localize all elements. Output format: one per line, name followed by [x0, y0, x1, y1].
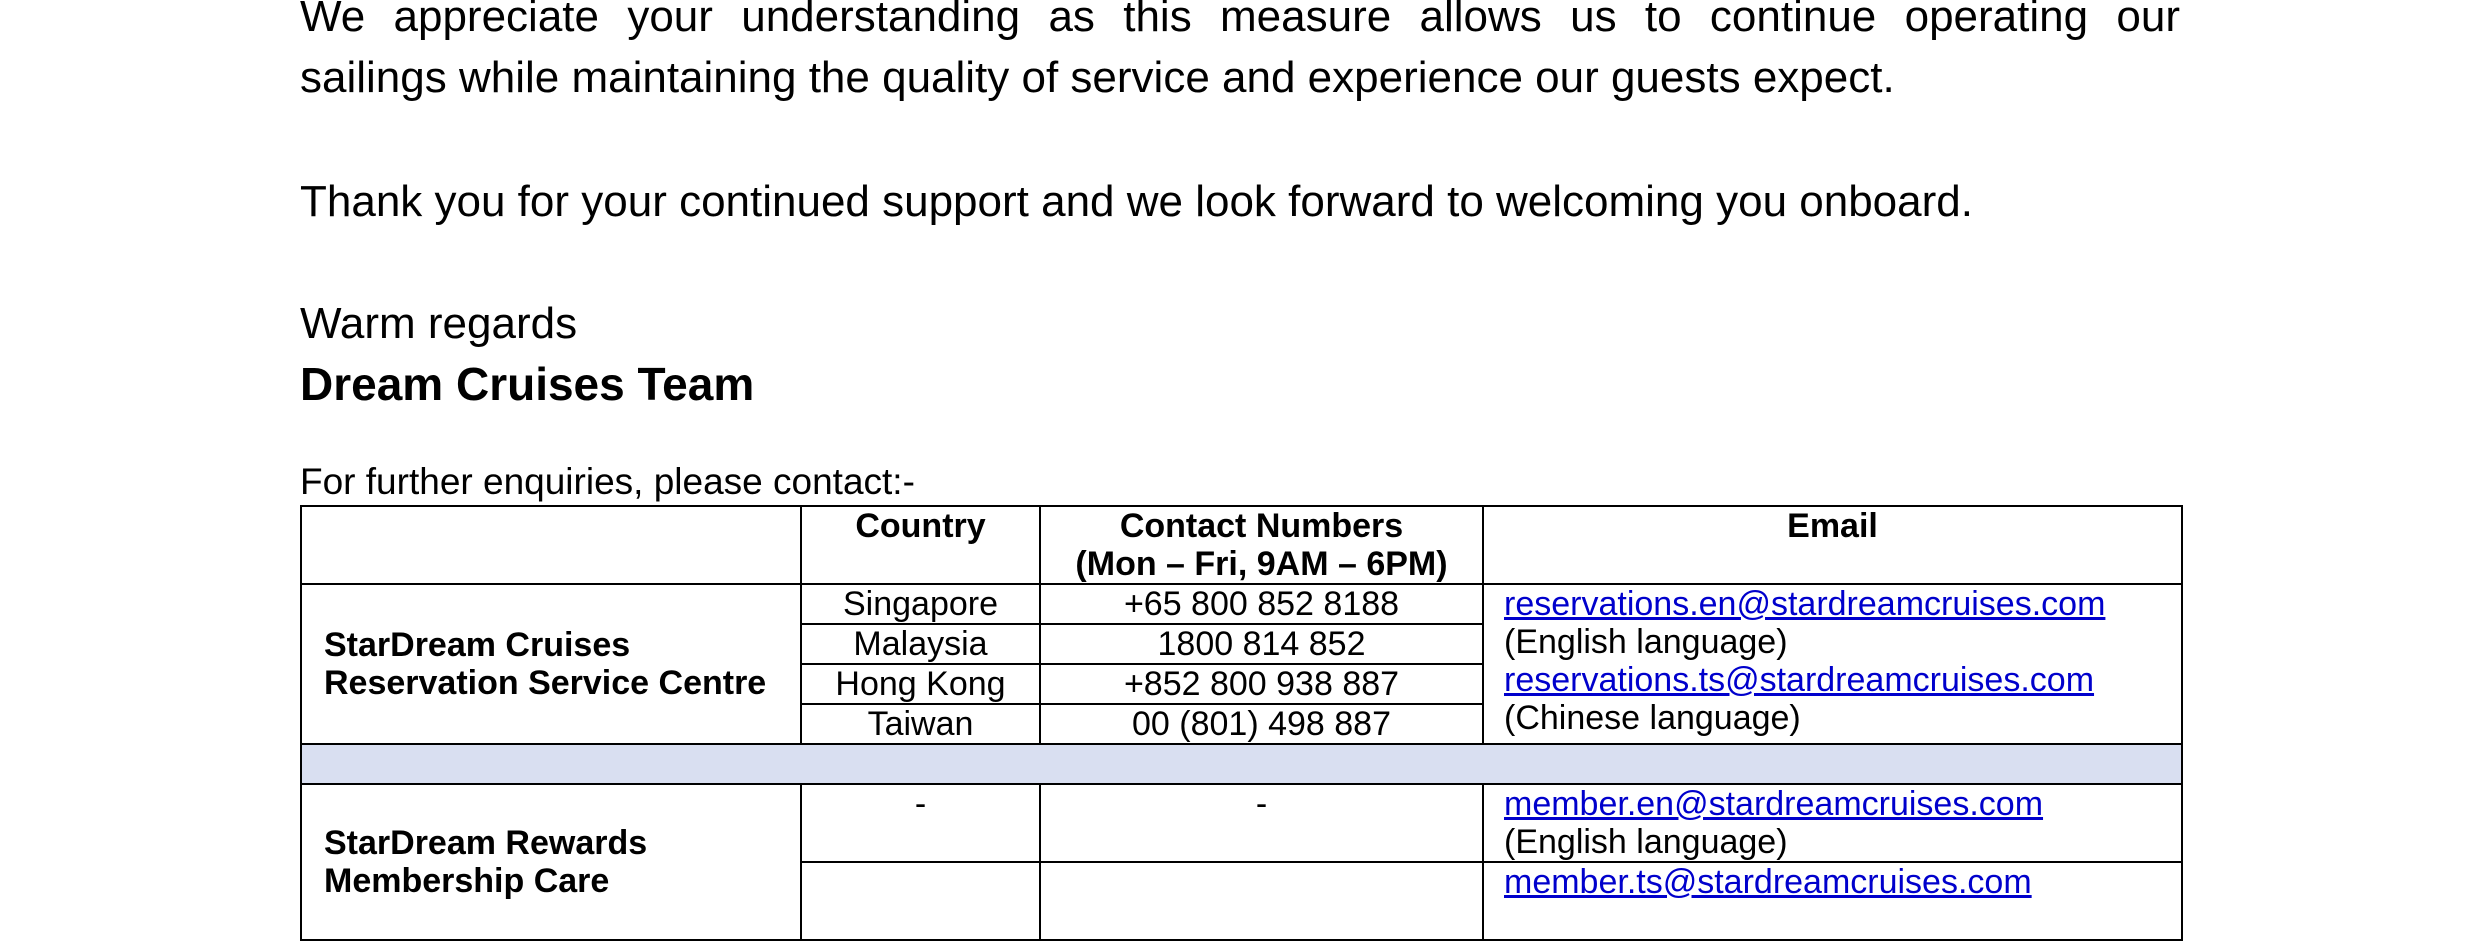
paragraph-thanks: Thank you for your continued support and we look forward to welcoming you onboard. — [300, 177, 1973, 226]
header-blank — [301, 506, 801, 584]
country-cell — [801, 862, 1040, 940]
contact-table — [300, 505, 2183, 941]
header-email: Email — [1483, 506, 2182, 584]
table-row — [301, 784, 2182, 862]
rewards-emails — [1483, 862, 2182, 940]
email-link-member-ts[interactable]: member.ts@stardreamcruises.com — [1504, 863, 2032, 901]
reservation-centre-name: StarDream Cruises Reservation Service Centre — [301, 584, 801, 744]
phone-cell: - — [1040, 784, 1483, 862]
phone-cell: 1800 814 852 — [1040, 624, 1483, 664]
header-country: Country — [801, 506, 1040, 584]
header-contact-line2: (Mon – Fri, 9AM – 6PM) — [1075, 545, 1448, 583]
header-contact — [1040, 506, 1483, 584]
table-header-row — [301, 506, 2182, 584]
header-contact-line1: Contact Numbers — [1119, 507, 1404, 545]
country-cell: Taiwan — [801, 704, 1040, 744]
phone-cell: 00 (801) 498 887 — [1040, 704, 1483, 744]
phone-cell: +852 800 938 887 — [1040, 664, 1483, 704]
email-link-member-en[interactable]: member.en@stardreamcruises.com — [1504, 785, 2044, 823]
rewards-name: StarDream Rewards Membership Care — [301, 784, 801, 940]
country-cell: Malaysia — [801, 624, 1040, 664]
rewards-emails — [1483, 784, 2182, 862]
reservation-emails — [1483, 584, 2182, 744]
enquiries-text: For further enquiries, please contact:- — [300, 461, 915, 502]
signature: Dream Cruises Team — [300, 358, 755, 410]
separator-row — [301, 744, 2182, 784]
email-note: (Chinese language) — [1504, 699, 1801, 737]
country-cell: Hong Kong — [801, 664, 1040, 704]
email-note: (English language) — [1504, 823, 1788, 861]
country-cell: Singapore — [801, 584, 1040, 624]
email-link-ts[interactable]: reservations.ts@stardreamcruises.com — [1504, 661, 2095, 699]
country-cell: - — [801, 784, 1040, 862]
closing-text: Warm regards — [300, 299, 578, 348]
paragraph-line: We appreciate your understanding as this measure allows us to continue operating our — [300, 0, 2180, 41]
email-note: (English language) — [1504, 623, 1788, 661]
email-link-en[interactable]: reservations.en@stardreamcruises.com — [1504, 585, 2106, 623]
table-row — [301, 584, 2182, 624]
paragraph-line: sailings while maintaining the quality of service and experience our guests expect. — [300, 53, 1895, 102]
separator-cell — [301, 744, 2182, 784]
phone-cell: +65 800 852 8188 — [1040, 584, 1483, 624]
phone-cell — [1040, 862, 1483, 940]
paragraph-understanding — [300, 0, 2180, 108]
